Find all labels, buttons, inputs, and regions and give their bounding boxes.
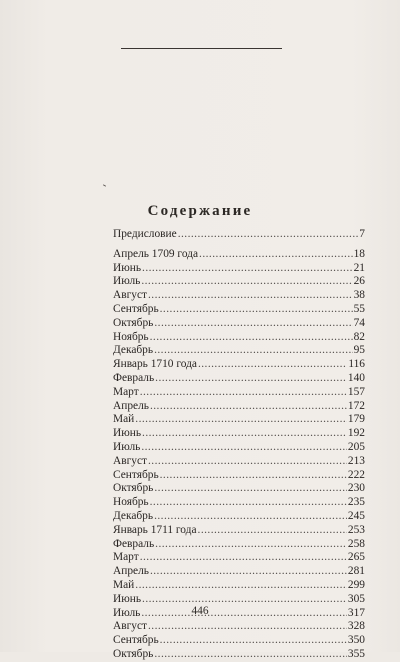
toc-entry-page: 140 [347, 371, 365, 384]
toc-entry-page: 350 [347, 634, 365, 647]
toc-entry [113, 551, 365, 565]
page-title: Содержание [147, 203, 253, 219]
dot-leader [140, 551, 347, 565]
toc-entry-page: 235 [347, 496, 365, 509]
toc-entry [113, 358, 365, 372]
toc-entry-page: 328 [347, 620, 365, 633]
toc-entry [113, 510, 365, 524]
toc-entry [113, 344, 365, 358]
toc-entry [113, 648, 365, 662]
toc-entry [113, 441, 365, 455]
dot-leader [154, 510, 347, 524]
dot-leader [198, 524, 347, 538]
dot-leader [135, 579, 347, 593]
toc-entry [113, 289, 365, 303]
dot-leader [148, 620, 347, 634]
dot-leader [150, 496, 347, 510]
toc-entry-page: 179 [347, 413, 365, 426]
dot-leader [154, 344, 353, 358]
toc-entry [113, 455, 365, 469]
toc-entry-label: Ноябрь [113, 330, 149, 343]
toc-entry [113, 620, 365, 634]
toc-entry-label: Август [113, 620, 148, 633]
toc-entry-label: Январь 1711 года [113, 523, 197, 536]
toc-entry [113, 400, 365, 414]
toc-entry-page: 18 [353, 247, 365, 260]
toc-entry [113, 262, 365, 276]
toc-entry-label: Май [113, 578, 135, 591]
toc-entry-page: 230 [347, 482, 365, 495]
toc-entry-label: Июль [113, 440, 141, 453]
print-speck [103, 184, 106, 186]
toc-entry-label: Ноябрь [113, 496, 149, 509]
toc-entry-label: Август [113, 289, 148, 302]
toc-entry [113, 634, 365, 648]
toc-entry [113, 386, 365, 400]
toc-entry [113, 524, 365, 538]
dot-leader [141, 275, 352, 289]
toc-entry-page: 38 [353, 289, 365, 302]
toc-entry-label: Апрель [113, 565, 149, 578]
toc-entry-page: 222 [347, 468, 365, 481]
toc-entry-label: Сентябрь [113, 468, 159, 481]
dot-leader [154, 317, 352, 331]
toc-entry-page: 299 [347, 578, 365, 591]
toc-entry [113, 275, 365, 289]
toc-entry-label: Октябрь [113, 482, 154, 495]
toc-entry-label: Июнь [113, 427, 142, 440]
toc-entry [113, 482, 365, 496]
dot-leader [199, 248, 353, 262]
dot-leader [142, 262, 353, 276]
toc-entry-page: 55 [353, 302, 365, 315]
toc-entry-label: Март [113, 385, 139, 398]
dot-leader [155, 538, 347, 552]
toc-entry-page: 21 [353, 261, 365, 274]
dot-leader [150, 565, 347, 579]
toc-entry-page: 205 [347, 440, 365, 453]
dot-leader [135, 413, 347, 427]
dot-leader [198, 358, 347, 372]
toc-entry [113, 413, 365, 427]
toc-entry-page: 253 [347, 523, 365, 536]
toc-entry-page: 116 [348, 358, 365, 371]
toc-entry [113, 579, 365, 593]
toc-entry-page: 258 [347, 537, 365, 550]
toc-entry-page: 245 [347, 509, 365, 522]
dot-leader [178, 228, 359, 242]
toc-entry-page: 265 [347, 551, 365, 564]
dot-leader [150, 400, 347, 414]
toc-entry-label: Июнь [113, 592, 142, 605]
toc-entry-page: 7 [359, 228, 365, 240]
toc-entry-label: Апрель [113, 399, 149, 412]
toc-entry-label: Январь 1710 года [113, 358, 197, 371]
toc-entry-label: Июнь [113, 261, 142, 274]
toc-entry [113, 303, 365, 317]
table-of-contents [113, 228, 365, 662]
toc-entry [113, 228, 365, 242]
dot-leader [148, 455, 347, 469]
dot-leader [154, 648, 347, 662]
toc-entry-label: Август [113, 454, 148, 467]
toc-entry-page: 157 [347, 385, 365, 398]
toc-entry [113, 565, 365, 579]
toc-entry-label: Июль [113, 275, 141, 288]
dot-leader [160, 634, 347, 648]
toc-entry-label: Октябрь [113, 316, 154, 329]
toc-entry-page: 192 [347, 427, 365, 440]
toc-entry-label: Сентябрь [113, 302, 159, 315]
toc-entry-label: Сентябрь [113, 634, 159, 647]
toc-entry-page: 317 [347, 606, 365, 619]
toc-entry [113, 538, 365, 552]
toc-entry-label: Июль [113, 606, 141, 619]
toc-entry-label: Предисловие [113, 228, 177, 240]
toc-entry-label: Февраль [113, 537, 155, 550]
dot-leader [160, 303, 353, 317]
dot-leader [154, 482, 347, 496]
dot-leader [148, 289, 353, 303]
dot-leader [140, 386, 347, 400]
toc-entry [113, 496, 365, 510]
toc-entry-label: Март [113, 551, 139, 564]
toc-entry-page: 281 [347, 565, 365, 578]
toc-entry-page: 26 [353, 275, 365, 288]
dot-leader [150, 331, 353, 345]
page-number: 446 [191, 605, 209, 617]
toc-entry [113, 331, 365, 345]
toc-entry [113, 469, 365, 483]
dot-leader [141, 441, 347, 455]
toc-entry-label: Апрель 1709 года [113, 247, 199, 260]
toc-entry-page: 213 [347, 454, 365, 467]
toc-entry-page: 172 [347, 399, 365, 412]
toc-entry-page: 305 [347, 592, 365, 605]
dot-leader [155, 372, 347, 386]
toc-entry-page: 82 [353, 330, 365, 343]
top-rule [121, 48, 282, 49]
dot-leader [160, 469, 347, 483]
toc-entry-label: Май [113, 413, 135, 426]
toc-entry-label: Октябрь [113, 647, 154, 660]
toc-entry-page: 355 [347, 647, 365, 660]
toc-entry-label: Февраль [113, 371, 155, 384]
toc-entry [113, 248, 365, 262]
toc-entry [113, 427, 365, 441]
dot-leader [142, 427, 347, 441]
toc-entry-page: 95 [353, 344, 365, 357]
toc-entry [113, 372, 365, 386]
toc-entry-label: Декабрь [113, 344, 154, 357]
toc-entry-page: 74 [353, 316, 365, 329]
toc-entry [113, 317, 365, 331]
toc-entry-label: Декабрь [113, 509, 154, 522]
